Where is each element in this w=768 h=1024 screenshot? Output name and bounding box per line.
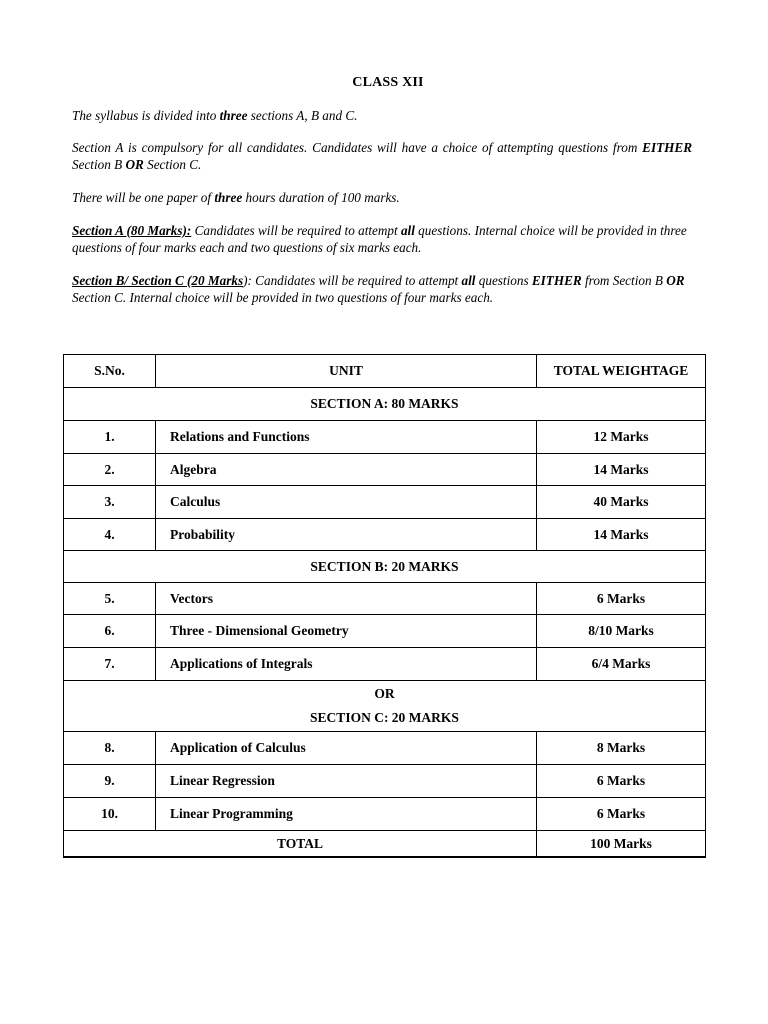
- row-unit: Calculus: [156, 486, 537, 519]
- row-sno: 4.: [64, 519, 156, 551]
- table-row: [64, 519, 706, 551]
- text: Candidates will be required to attempt: [191, 223, 401, 238]
- row-unit: Three - Dimensional Geometry: [156, 615, 537, 648]
- table-row: [64, 421, 706, 454]
- text: Section C.: [143, 157, 202, 172]
- header-unit: UNIT: [156, 355, 537, 388]
- row-sno: 3.: [64, 486, 156, 519]
- total-row: [64, 831, 706, 858]
- row-weightage: 6/4 Marks: [537, 648, 706, 681]
- header-weightage: TOTAL WEIGHTAGE: [537, 355, 706, 388]
- page-title: CLASS XII: [352, 75, 424, 90]
- text: There will be one paper of: [72, 190, 215, 205]
- text: hours duration of 100 marks.: [242, 190, 400, 205]
- row-unit: Algebra: [156, 454, 537, 486]
- emphasis: OR: [125, 157, 144, 172]
- section-choice-paragraph: [72, 139, 692, 173]
- row-weightage: 6 Marks: [537, 798, 706, 831]
- table-row: [64, 583, 706, 615]
- section-b-label: SECTION B: 20 MARKS: [64, 551, 706, 583]
- table-row: [64, 454, 706, 486]
- text: questions. Internal choice will be provided in three questions of four marks each and two questions of six marks each.: [72, 223, 687, 255]
- row-weightage: 8/10 Marks: [537, 615, 706, 648]
- paper-duration-paragraph: [72, 189, 692, 206]
- section-c-row: [64, 681, 706, 732]
- row-sno: 1.: [64, 421, 156, 454]
- row-weightage: 6 Marks: [537, 583, 706, 615]
- emphasis: three: [214, 190, 243, 205]
- emphasis: three: [219, 108, 248, 123]
- row-sno: 8.: [64, 732, 156, 765]
- text: Section C. Internal choice will be provided in two questions of four marks each.: [72, 290, 494, 305]
- table-row: [64, 798, 706, 831]
- row-weightage: 14 Marks: [537, 454, 706, 486]
- text: questions: [475, 273, 532, 288]
- row-unit: Vectors: [156, 583, 537, 615]
- section-c-label: SECTION C: 20 MARKS: [310, 710, 459, 725]
- section-a-label: SECTION A: 80 MARKS: [64, 388, 706, 421]
- row-weightage: 14 Marks: [537, 519, 706, 551]
- table-row: [64, 486, 706, 519]
- text: Section B: [72, 157, 126, 172]
- text: The syllabus is divided into: [72, 108, 220, 123]
- row-unit: Probability: [156, 519, 537, 551]
- section-a-row: [64, 388, 706, 421]
- row-sno: 9.: [64, 765, 156, 798]
- row-unit: Applications of Integrals: [156, 648, 537, 681]
- text: from Section B: [581, 273, 667, 288]
- emphasis: all: [400, 223, 415, 238]
- row-sno: 7.: [64, 648, 156, 681]
- total-value: 100 Marks: [537, 831, 706, 858]
- emphasis: EITHER: [531, 273, 582, 288]
- row-weightage: 6 Marks: [537, 765, 706, 798]
- total-label: TOTAL: [64, 831, 537, 858]
- row-unit: Application of Calculus: [156, 732, 537, 765]
- row-weightage: 40 Marks: [537, 486, 706, 519]
- table-row: [64, 765, 706, 798]
- section-a-paragraph: [72, 222, 692, 256]
- emphasis: OR: [666, 273, 685, 288]
- section-b-row: [64, 551, 706, 583]
- section-c-header: [64, 681, 706, 732]
- row-sno: 2.: [64, 454, 156, 486]
- row-weightage: 8 Marks: [537, 732, 706, 765]
- or-label: OR: [374, 686, 395, 701]
- section-bc-heading: Section B/ Section C (20 Marks: [72, 273, 244, 288]
- emphasis: EITHER: [642, 140, 692, 155]
- emphasis: all: [461, 273, 476, 288]
- text: Section A is compulsory for all candidates. Candidates will have a choice of attempting questions from: [72, 140, 643, 155]
- weightage-table: [63, 354, 706, 858]
- table-row: [64, 615, 706, 648]
- table-row: [64, 732, 706, 765]
- section-a-heading: Section A (80 Marks):: [72, 223, 192, 238]
- row-unit: Linear Programming: [156, 798, 537, 831]
- row-unit: Relations and Functions: [156, 421, 537, 454]
- header-sno: S.No.: [64, 355, 156, 388]
- section-bc-paragraph: [72, 272, 692, 306]
- table-row: [64, 648, 706, 681]
- syllabus-division-paragraph: [72, 107, 692, 124]
- row-unit: Linear Regression: [156, 765, 537, 798]
- row-weightage: 12 Marks: [537, 421, 706, 454]
- row-sno: 6.: [64, 615, 156, 648]
- row-sno: 5.: [64, 583, 156, 615]
- text: sections A, B and C.: [247, 108, 358, 123]
- text: ): Candidates will be required to attempt: [243, 273, 462, 288]
- row-sno: 10.: [64, 798, 156, 831]
- table-header-row: [64, 355, 706, 388]
